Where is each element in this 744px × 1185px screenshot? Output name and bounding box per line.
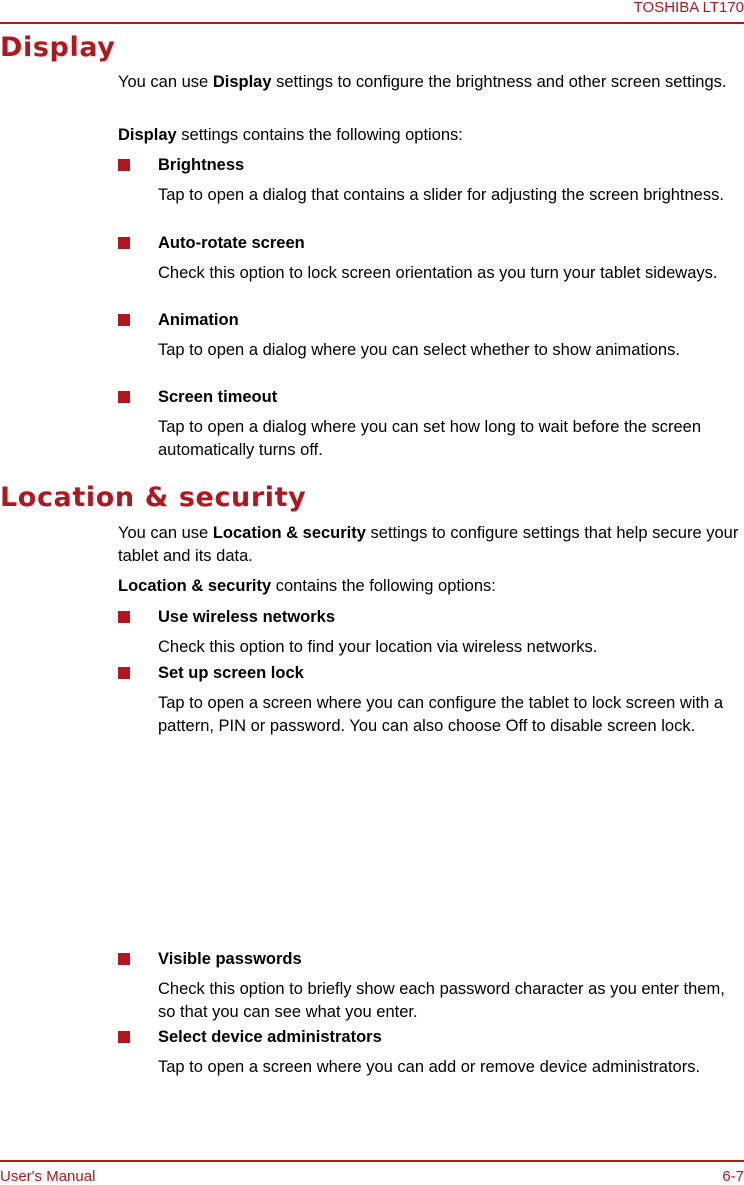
item-desc-select-device-administrators: Tap to open a screen where you can add or remove device administrators. [158, 1058, 701, 1076]
location-contains: Location & security contains the following options: [118, 577, 496, 595]
bullet-icon [118, 391, 130, 403]
item-desc-set-up-screen-lock: Tap to open a screen where you can configure the tablet to lock screen with a pattern, PIN or password. You can also choose Off to disable screen lock. [158, 694, 724, 735]
item-title-use-wireless-networks: Use wireless networks [158, 608, 336, 626]
item-desc-use-wireless-networks: Check this option to find your location via wireless networks. [158, 638, 598, 656]
bullet-icon [118, 667, 130, 679]
item-desc-screen-timeout: Tap to open a dialog where you can set how long to wait before the screen automatically turns off. [158, 418, 702, 459]
item-desc-visible-passwords: Check this option to briefly show each password character as you enter them, so that you can see what you enter. [158, 980, 725, 1021]
footer-manual-title: User's Manual [0, 1168, 96, 1185]
bullet-icon [118, 314, 130, 326]
header-rule [0, 22, 744, 24]
section-heading-location-security: Location & security [0, 482, 307, 513]
item-title-screen-timeout: Screen timeout [158, 388, 278, 406]
bullet-icon [118, 953, 130, 965]
section-heading-display: Display [0, 32, 116, 63]
item-title-auto-rotate: Auto-rotate screen [158, 234, 305, 252]
item-desc-animation: Tap to open a dialog where you can select whether to show animations. [158, 341, 680, 359]
item-desc-brightness: Tap to open a dialog that contains a slider for adjusting the screen brightness. [158, 186, 724, 204]
location-intro: You can use Location & security settings to configure settings that help secure your tablet and its data. [118, 524, 739, 565]
display-contains: Display settings contains the following options: [118, 126, 463, 144]
bullet-icon [118, 1031, 130, 1043]
item-title-select-device-administrators: Select device administrators [158, 1028, 382, 1046]
display-intro: You can use Display settings to configure the brightness and other screen settings. [118, 73, 727, 91]
footer-rule [0, 1160, 744, 1162]
bullet-icon [118, 159, 130, 171]
item-title-brightness: Brightness [158, 156, 245, 174]
footer-page-number: 6-7 [722, 1168, 744, 1185]
bullet-icon [118, 237, 130, 249]
item-title-visible-passwords: Visible passwords [158, 950, 302, 968]
item-title-animation: Animation [158, 311, 239, 329]
item-title-set-up-screen-lock: Set up screen lock [158, 664, 304, 682]
item-desc-auto-rotate: Check this option to lock screen orientation as you turn your tablet sideways. [158, 264, 718, 282]
document-header-model: TOSHIBA LT170 [633, 0, 744, 16]
bullet-icon [118, 611, 130, 623]
